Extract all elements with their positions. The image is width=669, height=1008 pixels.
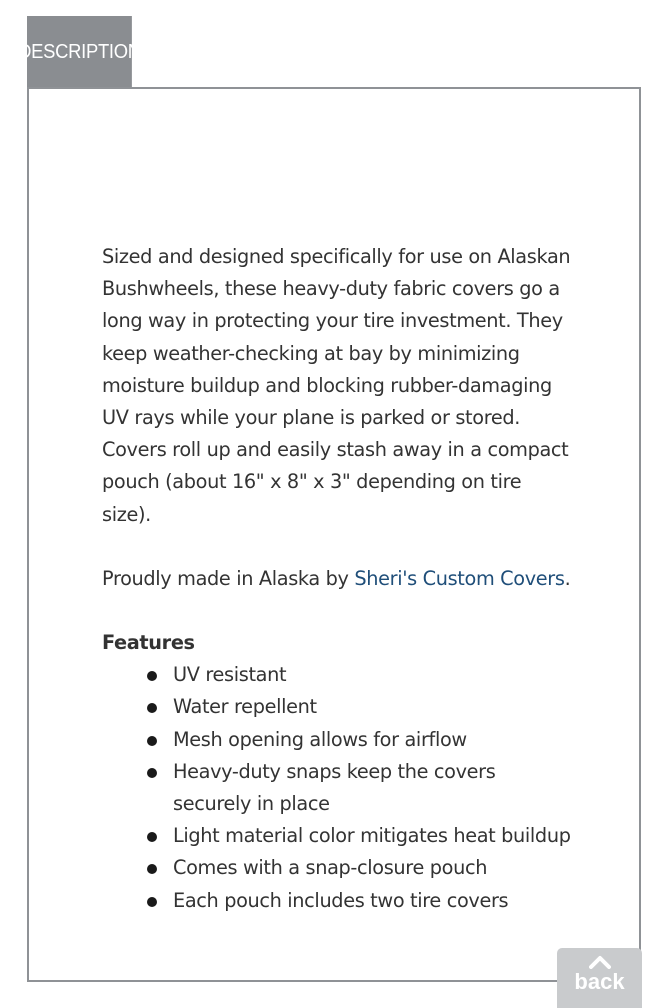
feature-item — [102, 852, 572, 884]
feature-label: Mesh opening allows for airflow — [173, 727, 467, 751]
chevron-up-icon — [589, 955, 611, 969]
description-content — [102, 241, 572, 917]
bullet-icon — [147, 832, 157, 842]
made-in-prefix: Proudly made in Alaska by — [102, 566, 355, 590]
tab-description-label: DESCRIPTION — [18, 40, 141, 63]
feature-label: Each pouch includes two tire covers — [173, 888, 509, 912]
feature-item — [102, 659, 572, 691]
bullet-icon — [147, 671, 157, 681]
feature-item — [102, 724, 572, 756]
back-label: back — [574, 969, 625, 994]
back-to-top-button[interactable] — [557, 948, 642, 1008]
bullet-icon — [147, 897, 157, 907]
feature-label: Light material color mitigates heat buildup — [173, 824, 571, 848]
feature-item — [102, 885, 572, 917]
tab-description[interactable] — [18, 16, 141, 88]
bullet-icon — [147, 703, 157, 713]
bullet-icon — [147, 864, 157, 874]
description-paragraph: Sized and designed specifically for use on Alaskan Bushwheels, these heavy-duty fabric covers go a long way in protecting your tire investment. They keep weather-checking at bay by minimizing moisture buildup and blocking rubber-damaging UV rays while your plane is parked or stored. Covers roll up and easily stash away in a compact pouch (about 16" x 8" x 3" depending on tire size). — [102, 245, 571, 526]
made-in-line — [102, 563, 572, 595]
bullet-icon — [147, 736, 157, 746]
feature-label: Comes with a snap-closure pouch — [173, 856, 488, 880]
made-in-suffix: . — [564, 566, 571, 590]
feature-label: Water repellent — [173, 695, 317, 719]
feature-item — [102, 756, 572, 820]
features-list — [102, 659, 572, 917]
feature-label: UV resistant — [173, 663, 287, 687]
bullet-icon — [147, 768, 157, 778]
feature-item — [102, 691, 572, 723]
features-title: Features — [102, 631, 195, 655]
sheris-custom-covers-link[interactable]: Sheri's Custom Covers — [354, 566, 565, 590]
feature-item — [102, 820, 572, 852]
feature-label: Heavy-duty snaps keep the covers securely in place — [173, 759, 496, 816]
